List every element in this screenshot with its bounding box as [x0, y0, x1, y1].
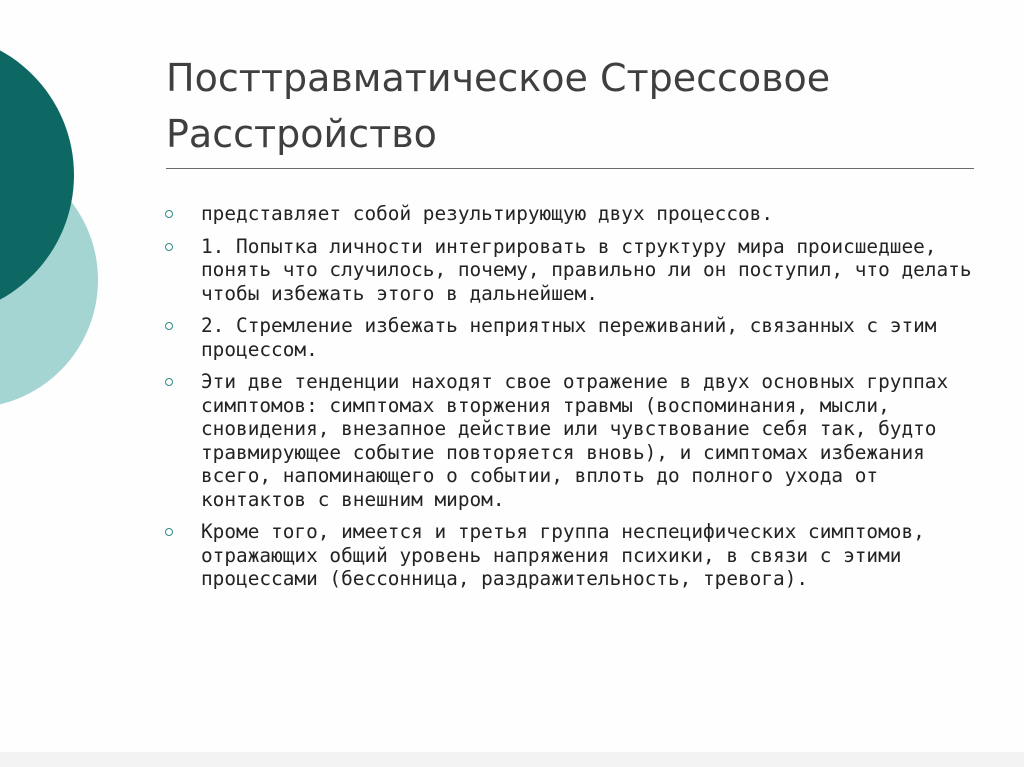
- circle-bullet-icon: [165, 322, 173, 330]
- circle-bullet-icon: [165, 528, 173, 536]
- bullet-item: [163, 314, 973, 361]
- slide-title-line-1: Посттравматическое Стрессовое: [166, 56, 831, 100]
- bullet-item: [163, 520, 973, 591]
- bullet-list: [163, 202, 973, 600]
- bottom-band: [0, 752, 1024, 767]
- slide-title: [166, 50, 966, 162]
- bullet-text: Эти две тенденции находят свое отражение в двух основных группах симптомов: симптомах вторжения травмы (воспоминания, мысли, сновидения, внезапное действие или чувствование себя так, будто травмирующее событие повторяется вновь), и симптомах избежания всего, напоминающего о событии, вплоть до полного ухода от контактов с внешним миром.: [201, 370, 949, 511]
- circle-bullet-icon: [165, 210, 173, 218]
- bullet-text: 2. Стремление избежать неприятных переживаний, связанных с этим процессом.: [201, 314, 937, 361]
- circle-bullet-icon: [165, 243, 173, 251]
- bullet-text: Кроме того, имеется и третья группа неспецифических симптомов, отражающих общий уровень напряжения психики, в связи с этими процессами (бессонница, раздражительность, тревога).: [201, 520, 925, 590]
- bullet-text: 1. Попытка личности интегрировать в структуру мира происшедшее, понять что случилось, почему, правильно ли он поступил, что делать чтобы избежать этого в дальнейшем.: [201, 234, 972, 305]
- circle-bullet-icon: [165, 378, 173, 386]
- bullet-item: [163, 235, 973, 306]
- bullet-item: [163, 370, 973, 511]
- slide-title-line-2: Расстройство: [166, 112, 437, 156]
- bullet-text: представляет собой результирующую двух процессов.: [201, 202, 774, 225]
- bullet-item: [163, 202, 973, 226]
- title-divider: [166, 168, 974, 169]
